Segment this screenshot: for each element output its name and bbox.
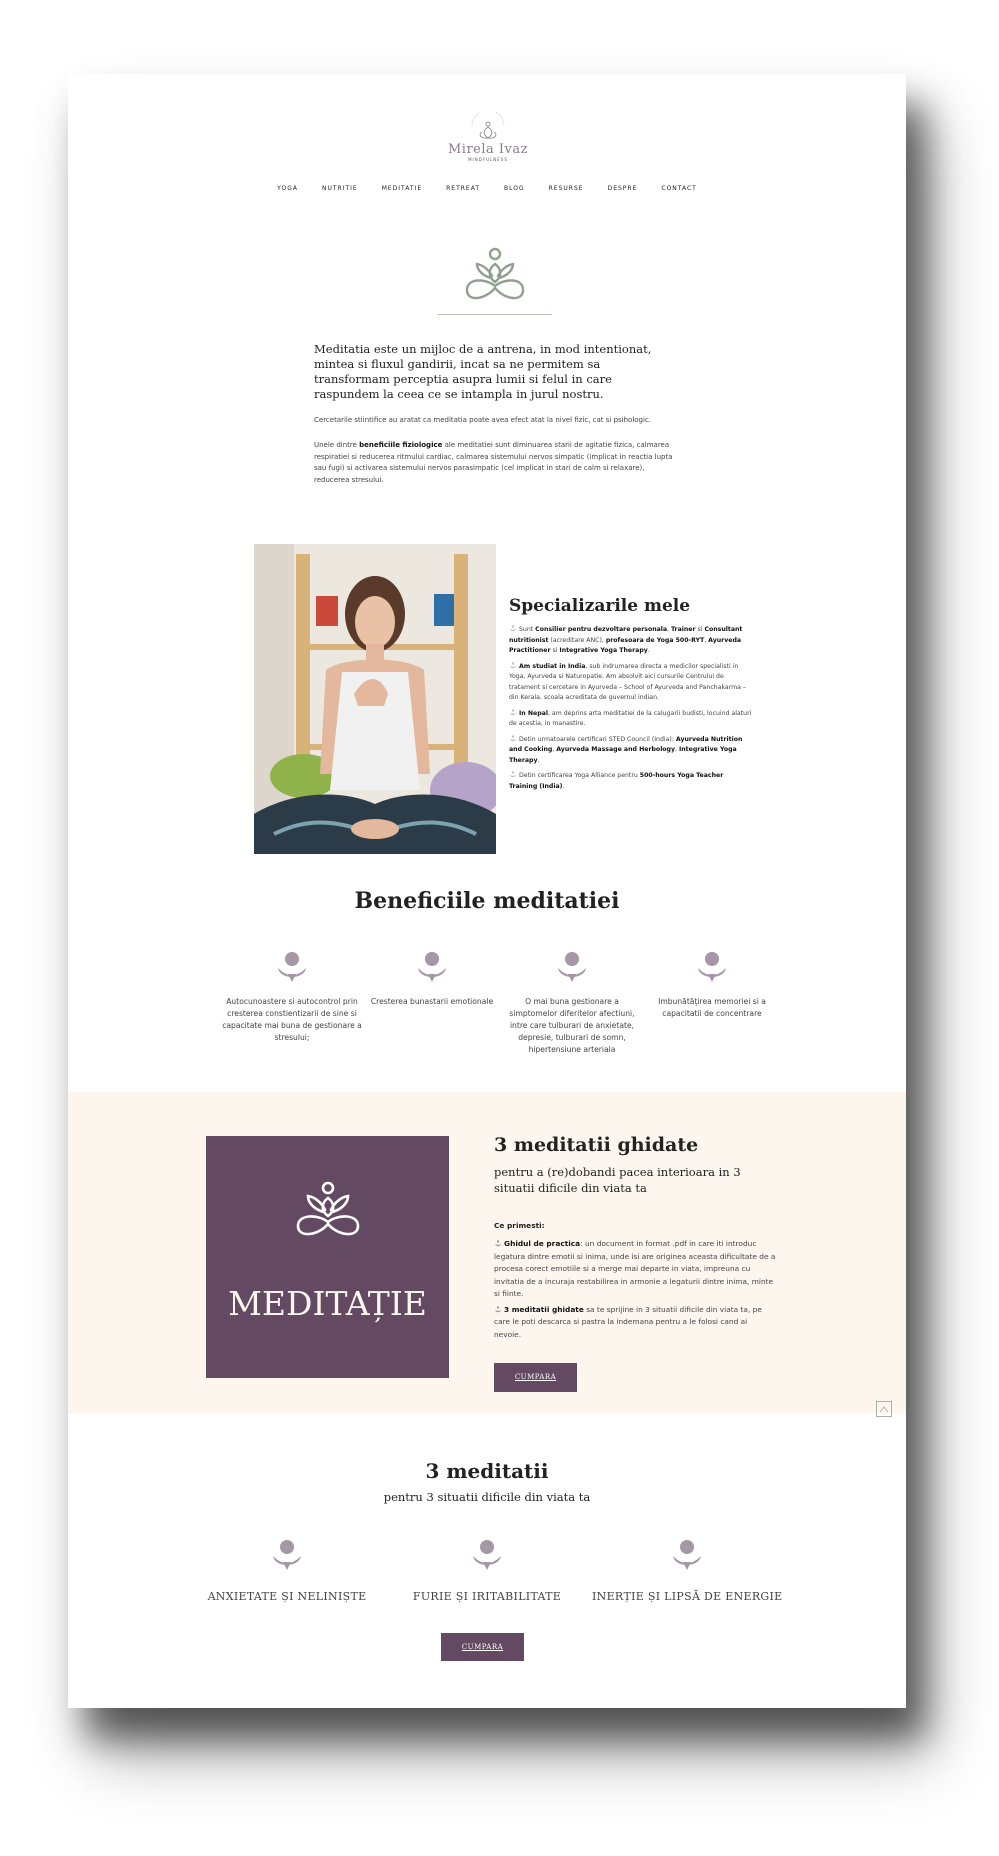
nav-resurse[interactable]: RESURSE xyxy=(548,185,584,192)
meditatii-title: 3 meditatii xyxy=(425,1459,549,1483)
benefit-item xyxy=(642,950,782,1056)
lotus-hero-icon xyxy=(455,242,535,308)
lotus-bullet-icon xyxy=(509,709,517,716)
nav-meditatie[interactable]: MEDITATIE xyxy=(381,185,423,192)
buy-button[interactable]: CUMPARA xyxy=(494,1363,577,1392)
lotus-bullet-icon xyxy=(509,662,517,669)
meditation-item-label: FURIE ȘI IRITABILITATE xyxy=(412,1590,562,1603)
buy-button-bottom[interactable]: CUMPARA xyxy=(441,1633,524,1661)
beneficii-list xyxy=(222,950,782,1056)
page xyxy=(68,74,906,1708)
meditation-figure-icon xyxy=(470,1538,504,1572)
beneficii-title: Beneficiile meditatiei xyxy=(354,888,620,914)
product-title: 3 meditatii ghidate xyxy=(494,1134,699,1156)
list-item: Sunt Consilier pentru dezvoltare personala, Trainer si Consultant nutritionist (acreditare ANC), profesoara de Yoga 500-RYT, Ayurveda Practitioner si Integrative Yoga Therapy. xyxy=(509,626,743,654)
product-section xyxy=(68,1092,906,1414)
chevron-up-icon xyxy=(879,1405,889,1413)
nav-retreat[interactable]: RETREAT xyxy=(446,185,481,192)
lotus-bullet-icon xyxy=(509,771,517,778)
meditatii-list xyxy=(192,1538,782,1603)
list-item: In Nepal, am deprins arta meditatiei de la calugarii budisti, locuind alaturi de acestia, in manastire. xyxy=(509,709,752,727)
nav-blog[interactable]: BLOG xyxy=(504,185,525,192)
list-item: Detin urmatoarele certificari STED Council (India): Ayurveda Nutrition and Cooking, Ayurveda Massage and Herbology, Integrative Yoga Therapy. xyxy=(509,735,743,764)
meditation-figure-icon xyxy=(670,1538,704,1572)
nav-despre[interactable]: DESPRE xyxy=(607,185,638,192)
product-cover-word: MEDITAȚIE xyxy=(228,1284,427,1323)
list-item: Am studiat in India, sub indrumarea directa a medicilor specialisti in Yoga, Ayurveda si Naturopatie. Am absolvit aici cursurile Centrului de tratament si cercetare in Ayurveda – School of Ayurveda and Panchakarma – din Kerala, scoala acreditata de guvernul indian. xyxy=(509,662,747,701)
lotus-bullet-icon xyxy=(494,1240,502,1247)
benefit-item xyxy=(222,950,362,1056)
list-item: Ghidul de practica: un document in format .pdf in care iti introduc legatura dintre emotii si inima, unde isi are originea aceasta dificultate de a procesa corect emotiile si a merge mai departe in viata, impreuna cu invitatia de a incuraja restabilirea in armonie a legaturii dintre inima, minte si fiinte. xyxy=(494,1239,776,1298)
intro-paragraph-1: Cercetarile stiintifice au aratat ca meditatia poate avea efect atat la nivel fizic, cat si psihologic. xyxy=(314,416,652,424)
meditation-figure-icon xyxy=(555,950,589,984)
meditation-item xyxy=(592,1538,782,1603)
meditation-figure-icon xyxy=(275,950,309,984)
lotus-bullet-icon xyxy=(509,625,517,632)
benefit-text: O mai buna gestionare a simptomelor diferitelor afectiuni, intre care tulburari de anxietate, depresie, tulburari de somn, hipertensiune arteriala xyxy=(509,997,635,1054)
benefit-text: Imbunătățirea memoriei si a capacitatii de concentrare xyxy=(658,997,766,1018)
logo-subtitle: MINDFULNESS xyxy=(468,157,508,162)
meditation-figure-icon xyxy=(695,950,729,984)
yoga-teacher-photo xyxy=(254,544,496,854)
meditation-item-label: INERȚIE ȘI LIPSĂ DE ENERGIE xyxy=(592,1590,783,1603)
benefit-text: Cresterea bunastarii emotionale xyxy=(370,997,494,1006)
lotus-bullet-icon xyxy=(494,1306,502,1313)
benefit-item xyxy=(502,950,642,1056)
list-item: Detin certificarea Yoga Alliance pentru 500-hours Yoga Teacher Training (India). xyxy=(509,772,724,790)
lotus-white-icon xyxy=(288,1178,368,1244)
intro-lead: Meditatia este un mijloc de a antrena, in mod intentionat, mintea si fluxul gandirii, incat sa ne permitem sa transformam perceptia asupra lumii si felul in care raspundem la ceea ce se intampla in jurul nostru. xyxy=(314,342,652,401)
main-nav xyxy=(68,185,906,192)
meditation-item xyxy=(392,1538,582,1603)
logo-name: Mirela Ivaz xyxy=(448,142,528,157)
product-includes-list xyxy=(494,1238,776,1344)
hero-divider xyxy=(438,314,552,315)
lotus-logo-icon xyxy=(466,112,510,144)
meditation-figure-icon xyxy=(415,950,449,984)
benefit-item xyxy=(362,950,502,1056)
meditation-item xyxy=(192,1538,382,1603)
meditation-item-label: ANXIETATE ȘI NELINIȘTE xyxy=(207,1590,367,1603)
meditatii-subtitle: pentru 3 situatii dificile din viata ta xyxy=(383,1490,591,1504)
specializari-title: Specializarile mele xyxy=(509,596,691,616)
nav-yoga[interactable]: YOGA xyxy=(277,185,298,192)
scroll-to-top-button[interactable] xyxy=(876,1401,892,1417)
product-includes-label: Ce primesti: xyxy=(494,1221,545,1230)
product-cover xyxy=(206,1136,449,1378)
product-subtitle: pentru a (re)dobandi pacea interioara in 3 situatii dificile din viata ta xyxy=(494,1165,741,1195)
lotus-bullet-icon xyxy=(509,735,517,742)
list-item: 3 meditatii ghidate sa te sprijine in 3 situatii dificile din viata ta, pe care le poti descarca si pastra la indemana pentru a le folosi cand ai nevoie. xyxy=(494,1304,762,1339)
intro-paragraph-2: Unele dintre beneficiile fiziologice ale meditatiei sunt diminuarea starii de agitatie fizica, calmarea respiratiei si reducerea ritmului cardiac, calmarea sistemului nervos simpatic (implicat in reactia lupta sau fugi) si activarea sistemului nervos parasimpatic (cel implicat in stari de calm si relaxare), reducerea stresului. xyxy=(314,441,673,484)
site-logo[interactable] xyxy=(436,112,540,162)
nav-nutritie[interactable]: NUTRITIE xyxy=(321,185,358,192)
meditation-figure-icon xyxy=(270,1538,304,1572)
specializari-list xyxy=(509,625,753,797)
benefit-text: Autocunoastere si autocontrol prin cresterea constientizarii de sine si capacitate mai buna de gestionare a stresului; xyxy=(222,997,362,1042)
nav-contact[interactable]: CONTACT xyxy=(661,185,697,192)
